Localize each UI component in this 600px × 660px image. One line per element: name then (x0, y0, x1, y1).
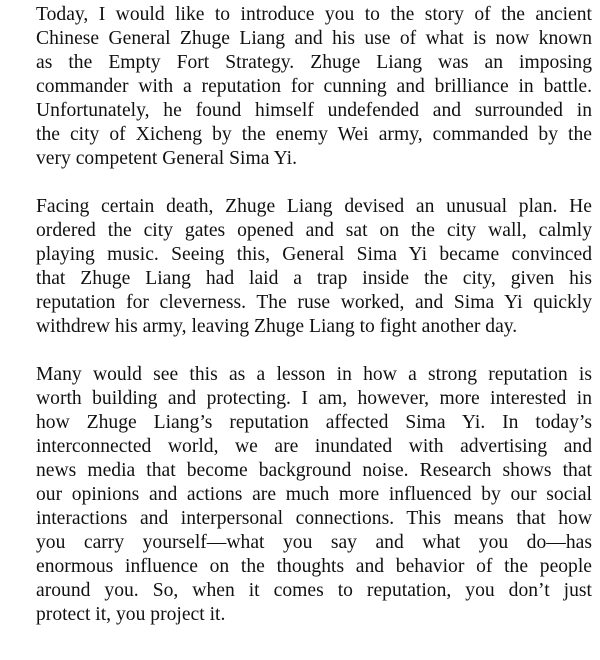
paragraph-line: Unfortunately, he found himself undefended and surrounded in (36, 100, 592, 121)
paragraph-line: that Zhuge Liang had laid a trap inside the city, given his (36, 268, 592, 289)
paragraph-line: Facing certain death, Zhuge Liang devised an unusual plan. He (36, 196, 592, 217)
paragraph-line: how Zhuge Liang’s reputation affected Sima Yi. In today’s (36, 412, 592, 433)
paragraph-line: news media that become background noise. Research shows that (36, 460, 592, 481)
paragraph-line: Today, I would like to introduce you to the story of the ancient (36, 4, 592, 25)
paragraph-line: interconnected world, we are inundated with advertising and (36, 436, 592, 457)
paragraph-line: playing music. Seeing this, General Sima Yi became convinced (36, 244, 592, 265)
paragraph-line: around you. So, when it comes to reputation, you don’t just (36, 580, 592, 601)
paragraph-line: interactions and interpersonal connections. This means that how (36, 508, 592, 529)
paragraph-line: you carry yourself—what you say and what you do—has (36, 532, 592, 553)
paragraph-line: enormous influence on the thoughts and behavior of the people (36, 556, 592, 577)
paragraph-line: the city of Xicheng by the enemy Wei army, commanded by the (36, 124, 592, 145)
document-page (36, 3, 592, 627)
paragraph-3 (36, 363, 592, 627)
paragraph-line: worth building and protecting. I am, however, more interested in (36, 388, 592, 409)
paragraph-line: Chinese General Zhuge Liang and his use of what is now known (36, 28, 592, 49)
paragraph-line: as the Empty Fort Strategy. Zhuge Liang was an imposing (36, 52, 592, 73)
paragraph-line: very competent General Sima Yi. (36, 148, 297, 169)
paragraph-line: ordered the city gates opened and sat on the city wall, calmly (36, 220, 592, 241)
paragraph-line: protect it, you project it. (36, 604, 226, 625)
paragraph-line: Many would see this as a lesson in how a strong reputation is (36, 364, 592, 385)
paragraph-2 (36, 195, 592, 339)
paragraph-1 (36, 3, 592, 171)
paragraph-line: withdrew his army, leaving Zhuge Liang to fight another day. (36, 316, 518, 337)
paragraph-line: reputation for cleverness. The ruse worked, and Sima Yi quickly (36, 292, 592, 313)
paragraph-line: commander with a reputation for cunning and brilliance in battle. (36, 76, 592, 97)
paragraph-line: our opinions and actions are much more influenced by our social (36, 484, 592, 505)
